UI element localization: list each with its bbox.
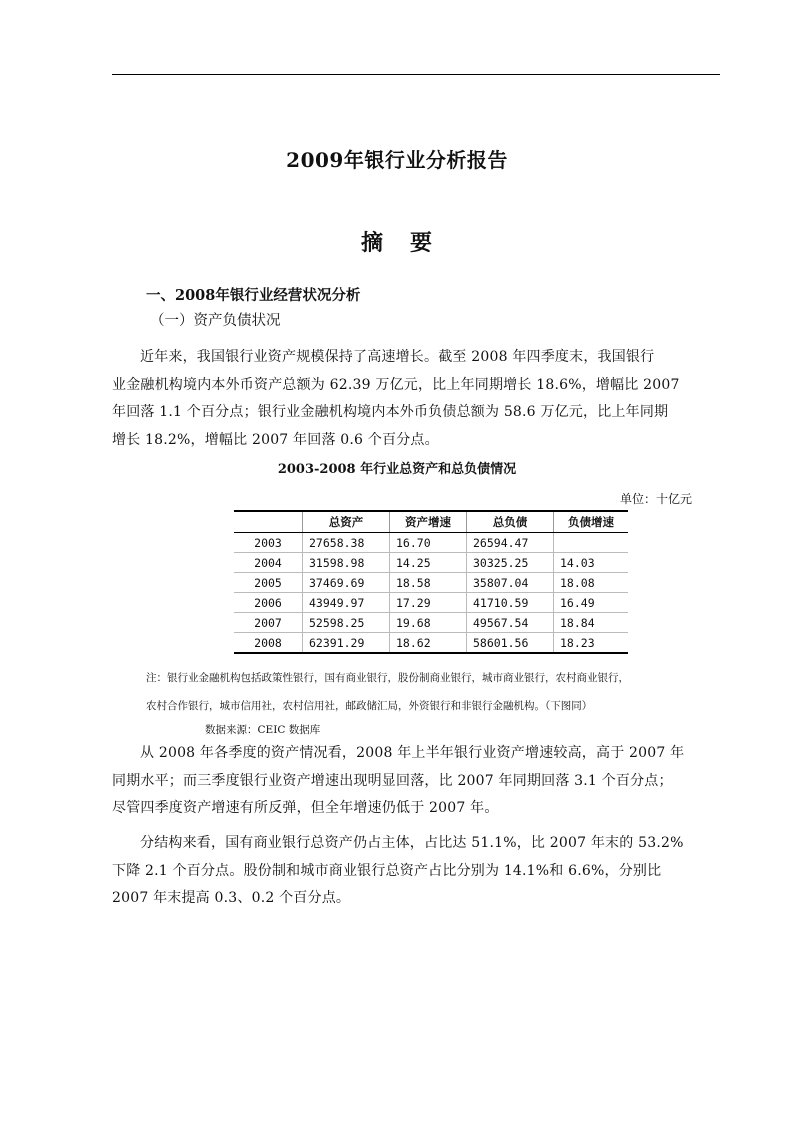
assets-liabilities-table (234, 510, 628, 654)
paragraph-line: 近年来，我国银行业资产规模保持了高速增长。截至 2008 年四季度末，我国银行 (140, 349, 655, 365)
table-cell: 14.03 (554, 553, 629, 573)
table-note-line: 注：银行业金融机构包括政策性银行，国有商业银行，股份制商业银行，城市商业银行，农村商业银行， (146, 672, 629, 684)
abstract-heading (0, 226, 794, 257)
table-cell: 58601.56 (467, 633, 554, 654)
paragraph-line: 下降 2.1 个百分点。股份制和城市商业银行总资产占比分别为 14.1%和 6.6%，分别比 (112, 862, 662, 879)
abstract-char-2: 要 (410, 230, 434, 256)
table-cell: 16.49 (554, 593, 629, 613)
table-note-line: 农村合作银行，城市信用社，农村信用社，邮政储汇局，外资银行和非银行金融机构。（下图同） (146, 700, 593, 712)
paragraph-line: 业金融机构境内本外币资产总额为 62.39 万亿元，比上年同期增长 18.6%，增幅比 2007 (112, 376, 680, 393)
table-cell: 18.62 (390, 633, 467, 654)
table-cell: 2005 (234, 573, 303, 593)
page-title: 2009年银行业分析报告 (286, 148, 508, 172)
column-header (234, 511, 303, 533)
table-cell: 43949.97 (303, 593, 390, 613)
column-header: 资产增速 (390, 511, 467, 533)
table-row (234, 573, 628, 593)
abstract-char-1: 摘 (360, 230, 384, 256)
table-row (234, 613, 628, 633)
table-cell: 37469.69 (303, 573, 390, 593)
column-header: 负债增速 (554, 511, 629, 533)
table-cell: 49567.54 (467, 613, 554, 633)
paragraph-line: 分结构来看，国有商业银行总资产仍占主体，占比达 51.1%，比 2007 年末的 53.2% (140, 835, 684, 851)
table-cell: 18.58 (390, 573, 467, 593)
table-cell: 2007 (234, 613, 303, 633)
table-row (234, 593, 628, 613)
table-cell: 41710.59 (467, 593, 554, 613)
table-cell: 35807.04 (467, 573, 554, 593)
table-cell (554, 533, 629, 553)
table-title: 2003-2008 年行业总资产和总负债情况 (277, 462, 517, 477)
table-row (234, 553, 628, 573)
table-cell: 62391.29 (303, 633, 390, 654)
table-cell: 31598.98 (303, 553, 390, 573)
paragraph-assets-liabilities (112, 344, 720, 454)
table-cell: 2003 (234, 533, 303, 553)
table-cell: 2008 (234, 633, 303, 654)
paragraph-line: 尽管四季度资产增速有所反弹，但全年增速仍低于 2007 年。 (112, 800, 499, 816)
table-row (234, 633, 628, 654)
table-cell: 2006 (234, 593, 303, 613)
table-unit: 单位：十亿元 (620, 492, 693, 506)
table-cell: 27658.38 (303, 533, 390, 553)
table-cell: 18.84 (554, 613, 629, 633)
column-header: 总资产 (303, 511, 390, 533)
table-cell: 17.29 (390, 593, 467, 613)
table-cell: 52598.25 (303, 613, 390, 633)
paragraph-quarterly (112, 740, 720, 823)
table-cell: 30325.25 (467, 553, 554, 573)
header-rule (112, 74, 720, 75)
paragraph-line: 增长 18.2%，增幅比 2007 年回落 0.6 个百分点。 (112, 431, 439, 448)
paragraph-structure (112, 830, 720, 913)
table-cell: 14.25 (390, 553, 467, 573)
table-row (234, 533, 628, 553)
table-cell: 18.08 (554, 573, 629, 593)
section-heading: 一、2008年银行业经营状况分析 (146, 287, 361, 304)
subsection-heading: （一）资产负债状况 (150, 313, 281, 329)
table-cell: 2004 (234, 553, 303, 573)
paragraph-line: 从 2008 年各季度的资产情况看，2008 年上半年银行业资产增速较高，高于 2007 年 (140, 745, 685, 761)
column-header: 总负债 (467, 511, 554, 533)
paragraph-line: 同期水平；而三季度银行业资产增速出现明显回落，比 2007 年同期回落 3.1 个百分点； (112, 772, 673, 789)
table-cell: 19.68 (390, 613, 467, 633)
table-cell: 16.70 (390, 533, 467, 553)
paragraph-line: 年回落 1.1 个百分点；银行业金融机构境内本外币负债总额为 58.6 万亿元，比上年同期 (112, 404, 669, 420)
table-header-row (234, 511, 628, 533)
paragraph-line: 2007 年末提高 0.3、0.2 个百分点。 (112, 890, 351, 906)
data-source: 数据来源：CEIC 数据库 (205, 724, 321, 736)
table-cell: 26594.47 (467, 533, 554, 553)
table-cell: 18.23 (554, 633, 629, 654)
